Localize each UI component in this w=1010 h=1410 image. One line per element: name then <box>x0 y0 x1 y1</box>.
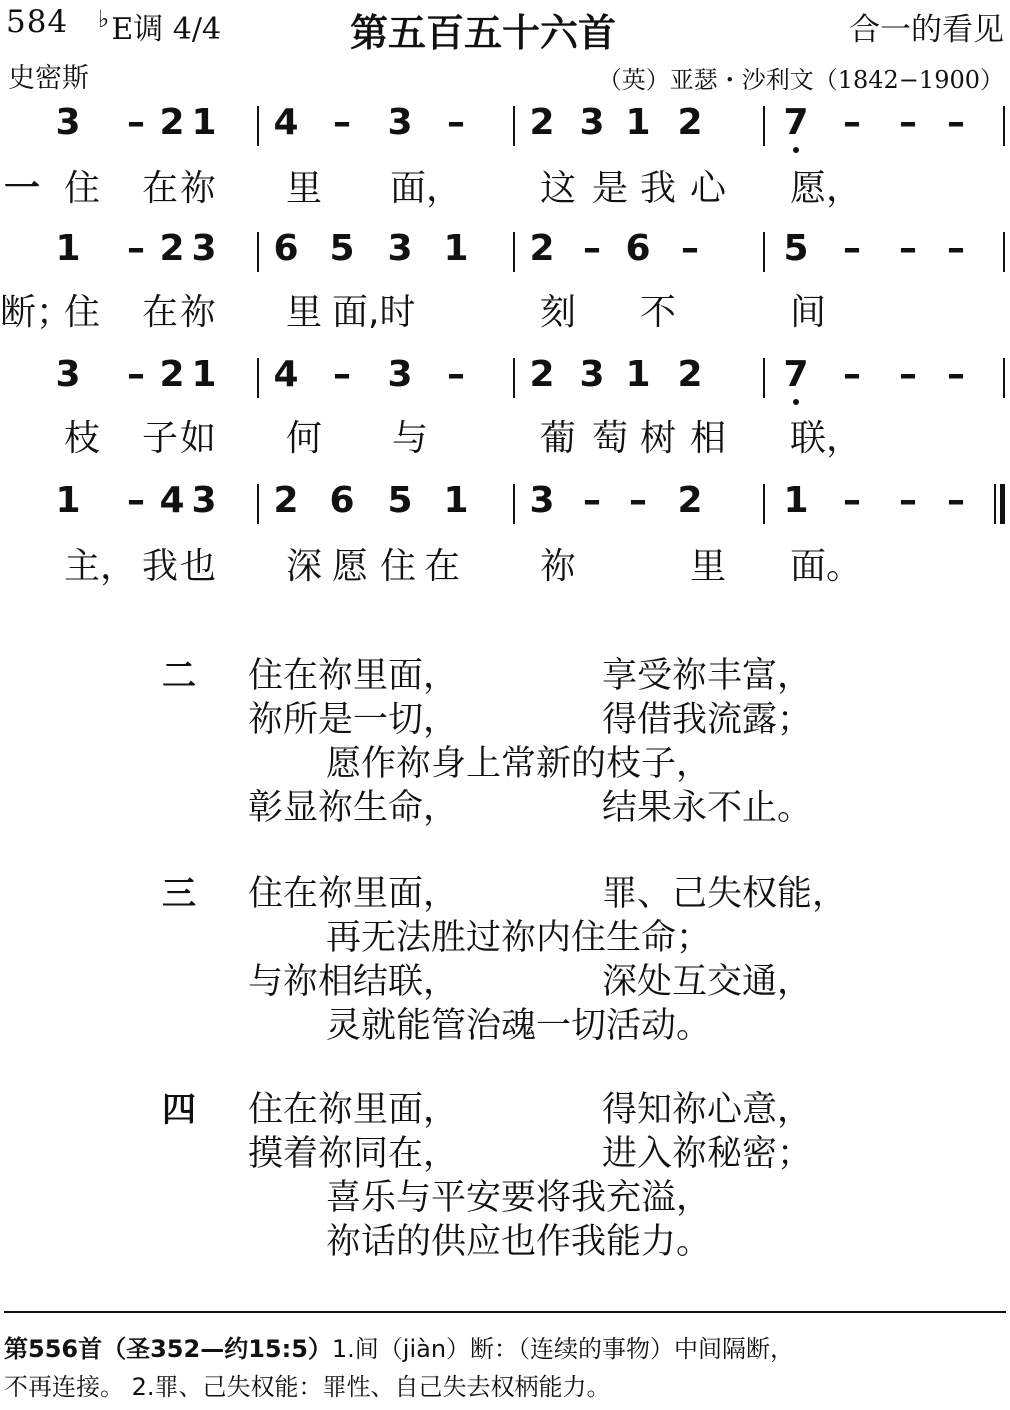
final-barline <box>994 484 996 524</box>
lyric-syllable: 在 <box>142 168 179 209</box>
lyric-syllable: 树 <box>640 418 677 459</box>
lyric-syllable: 相 <box>690 418 727 459</box>
note: 2 <box>159 102 185 143</box>
hold-dash: – <box>899 480 917 521</box>
lyric-syllable: 也 <box>180 546 217 587</box>
lyric-syllable: 是 <box>592 168 629 209</box>
lyric-syllable: 面， <box>390 168 463 209</box>
lyric-syllable: 在 <box>424 546 461 587</box>
note: 4 <box>273 354 299 395</box>
barline <box>1003 106 1005 146</box>
hold-dash: – <box>447 354 465 395</box>
footnote-line1: 1.间（jiàn）断：（连续的事物）中间隔断， <box>331 1335 795 1363</box>
verse-line-second-half: 享受祢丰富， <box>602 656 813 696</box>
verse-number: 二 <box>162 656 196 696</box>
footnote-ref: 第556首（圣352—约15:5） <box>4 1335 332 1363</box>
lyric-syllable: 祢 <box>180 292 217 333</box>
hold-dash: – <box>899 102 917 143</box>
note: 5 <box>387 480 413 521</box>
hold-dash: – <box>127 102 145 143</box>
note: 2 <box>677 480 703 521</box>
verse-line-second-half: 进入祢秘密； <box>602 1134 813 1174</box>
note: 5 <box>783 228 809 269</box>
note: 3 <box>55 354 81 395</box>
hold-dash: – <box>843 480 861 521</box>
lyric-syllable: 何 <box>286 418 323 459</box>
note: 2 <box>529 228 555 269</box>
note: 5 <box>329 228 355 269</box>
lyric-row <box>0 538 1010 588</box>
note: 6 <box>273 228 299 269</box>
hymn-subject: 合一的看见 <box>849 12 1004 48</box>
score-row <box>0 98 1010 158</box>
lyric-syllable: 枝 <box>64 418 101 459</box>
verse-line-first-half: 住在祢里面， <box>248 1090 459 1130</box>
note: 2 <box>159 228 185 269</box>
hold-dash: – <box>843 228 861 269</box>
hold-dash: – <box>629 480 647 521</box>
barline <box>513 106 515 146</box>
hold-dash: – <box>333 354 351 395</box>
lyric-syllable: 刻 <box>540 292 577 333</box>
lyric-syllable: 愿， <box>790 168 863 209</box>
note: 2 <box>677 354 703 395</box>
lyric-syllable: 如 <box>180 418 217 459</box>
note: 3 <box>579 354 605 395</box>
lyric-syllable: 子 <box>142 418 179 459</box>
note: 4 <box>273 102 299 143</box>
hymn-title: 第五百五十六首 <box>350 11 617 55</box>
note: 3 <box>191 480 217 521</box>
note: 1 <box>191 354 217 395</box>
verse-line-first-half: 祢所是一切， <box>248 700 459 740</box>
barline <box>763 232 765 272</box>
hold-dash: – <box>899 354 917 395</box>
note: 2 <box>273 480 299 521</box>
lyric-syllable: 不 <box>640 292 677 333</box>
lyric-syllable: 愿 <box>332 546 369 587</box>
barline <box>763 106 765 146</box>
lyric-syllable: 主， <box>64 546 137 587</box>
note: 2 <box>159 354 185 395</box>
hold-dash: – <box>447 102 465 143</box>
lyric-syllable: 这 <box>540 168 577 209</box>
lyric-syllable: 在 <box>142 292 179 333</box>
note: 1 <box>55 228 81 269</box>
note: 7 <box>779 102 813 143</box>
verse-line-second-half: 得知祢心意， <box>602 1090 813 1130</box>
lyric-row <box>0 410 1010 460</box>
note: 1 <box>783 480 809 521</box>
verse-line: 灵就能管治魂一切活动。 <box>326 1006 712 1046</box>
barline <box>1003 358 1005 398</box>
note: 3 <box>55 102 81 143</box>
hold-dash: – <box>583 480 601 521</box>
hold-dash: – <box>127 480 145 521</box>
verse-number: 四 <box>162 1090 196 1130</box>
hold-dash: – <box>947 102 965 143</box>
verse-line-first-half: 住在祢里面， <box>248 656 459 696</box>
lyric-syllable: 里 <box>286 168 323 209</box>
note: 2 <box>529 102 555 143</box>
hold-dash: – <box>947 354 965 395</box>
verse-line-second-half: 罪、己失权能， <box>602 874 848 914</box>
lyric-syllable: 住 <box>380 546 417 587</box>
note: 3 <box>387 354 413 395</box>
note: 1 <box>625 102 651 143</box>
lyric-syllable: 与 <box>392 418 429 459</box>
verse-line: 愿作祢身上常新的枝子， <box>326 744 712 784</box>
score-row <box>0 350 1010 410</box>
hymn-number: 584 <box>6 4 69 40</box>
verse-line-first-half: 彰显祢生命， <box>248 788 459 828</box>
note: 3 <box>529 480 555 521</box>
note: 3 <box>387 228 413 269</box>
note: 3 <box>387 102 413 143</box>
lyric-row <box>0 284 1010 334</box>
lyric-syllable: 我 <box>640 168 677 209</box>
verse-line: 喜乐与平安要将我充溢， <box>326 1178 712 1218</box>
lyric-syllable: 断； <box>0 292 73 333</box>
low-octave-dot <box>793 147 799 153</box>
verse-line-second-half: 得借我流露； <box>602 700 813 740</box>
note: 7 <box>779 354 813 395</box>
barline <box>257 106 259 146</box>
lyric-syllable: 葡 <box>540 418 577 459</box>
verse-number: 一 <box>4 168 41 209</box>
lyric-syllable: 祢 <box>540 546 577 587</box>
lyric-row <box>0 160 1010 210</box>
barline <box>763 484 765 524</box>
composer: 史密斯 <box>8 63 89 94</box>
lyric-syllable: 联， <box>790 418 863 459</box>
note: 1 <box>191 102 217 143</box>
lyric-syllable: 住 <box>64 168 101 209</box>
lyric-syllable: 深 <box>286 546 323 587</box>
flat-sign: ♭ <box>98 5 110 33</box>
barline <box>763 358 765 398</box>
hold-dash: – <box>583 228 601 269</box>
lyric-syllable: 间 <box>790 292 827 333</box>
footnote-line2: 不再连接。 2.罪、己失权能：罪性、自己失去权柄能力。 <box>4 1373 611 1401</box>
verse-line: 祢话的供应也作我能力。 <box>326 1222 712 1262</box>
footnote <box>4 1330 1004 1406</box>
barline <box>513 484 515 524</box>
verse-line-second-half: 深处互交通， <box>602 962 813 1002</box>
lyric-syllable: 里 <box>690 546 727 587</box>
hold-dash: – <box>843 102 861 143</box>
note: 3 <box>579 102 605 143</box>
score-row <box>0 224 1010 284</box>
verse-line-first-half: 与祢相结联， <box>248 962 459 1002</box>
hold-dash: – <box>127 354 145 395</box>
author-credit: （英）亚瑟・沙利文（1842−1900） <box>597 66 1004 94</box>
barline <box>257 484 259 524</box>
note: 4 <box>159 480 185 521</box>
note: 6 <box>329 480 355 521</box>
key-label: E调 4/4 <box>111 12 222 47</box>
verse-number: 三 <box>162 874 196 914</box>
hold-dash: – <box>681 228 699 269</box>
note: 2 <box>529 354 555 395</box>
lyric-syllable: 面。 <box>790 546 863 587</box>
hold-dash: – <box>899 228 917 269</box>
note: 6 <box>625 228 651 269</box>
barline <box>513 232 515 272</box>
score-row <box>0 476 1010 536</box>
verse-line-second-half: 结果永不止。 <box>602 788 813 828</box>
hold-dash: – <box>947 480 965 521</box>
barline <box>1003 232 1005 272</box>
verse-line: 再无法胜过祢内住生命； <box>326 918 712 958</box>
note: 3 <box>191 228 217 269</box>
lyric-syllable: 心 <box>690 168 727 209</box>
lyric-syllable: 祢 <box>180 168 217 209</box>
note: 1 <box>625 354 651 395</box>
barline <box>257 358 259 398</box>
note: 1 <box>55 480 81 521</box>
note: 2 <box>677 102 703 143</box>
key-signature <box>98 4 221 48</box>
hold-dash: – <box>333 102 351 143</box>
lyric-syllable: 萄 <box>592 418 629 459</box>
hold-dash: – <box>127 228 145 269</box>
low-octave-dot <box>793 399 799 405</box>
note: 1 <box>443 480 469 521</box>
lyric-syllable: 面,时 <box>332 292 416 333</box>
footnote-divider <box>4 1311 1006 1313</box>
hold-dash: – <box>843 354 861 395</box>
lyric-syllable: 住 <box>64 292 101 333</box>
barline <box>513 358 515 398</box>
note: 1 <box>443 228 469 269</box>
verse-line-first-half: 住在祢里面， <box>248 874 459 914</box>
lyric-syllable: 里 <box>286 292 323 333</box>
verse-line-first-half: 摸着祢同在， <box>248 1134 459 1174</box>
lyric-syllable: 我 <box>142 546 179 587</box>
hold-dash: – <box>947 228 965 269</box>
barline <box>257 232 259 272</box>
